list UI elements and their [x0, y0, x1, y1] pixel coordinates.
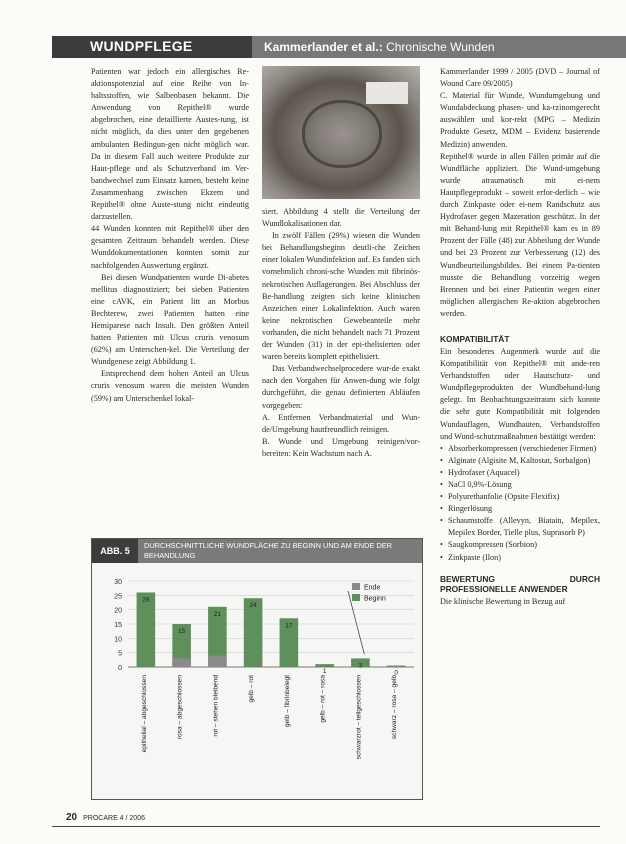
list-item: • Alginate (Algisite M, Kaltostat, Sorbalgon): [440, 455, 600, 467]
issue-label: PROCARE 4 / 2006: [83, 815, 145, 822]
y-tick-label: 0: [118, 665, 122, 672]
article-name: Chronische Wunden: [386, 40, 495, 54]
page-footer: [66, 812, 145, 823]
bar-beginn: [315, 664, 334, 667]
list-item: • Saugkompressen (Sorbion): [440, 539, 600, 551]
list-item: • Polyurethanfolie (Opsite Flexifix): [440, 491, 600, 503]
y-tick-label: 10: [114, 636, 122, 644]
section-tab: [52, 36, 252, 58]
page-header: [52, 36, 626, 58]
list-item: • Hydrofaser (Aquacel): [440, 467, 600, 479]
page-number: 20: [66, 812, 78, 823]
x-tick-label: gelb – fibrinbelegt: [283, 675, 291, 728]
y-tick-label: 15: [114, 622, 122, 629]
article-authors: Kammerlander et al.:: [264, 40, 383, 54]
x-tick-label: schwarz – rosa – gelb: [391, 675, 399, 740]
data-label: 17: [285, 622, 293, 630]
data-label: 3: [358, 662, 363, 670]
y-tick-label: 5: [118, 650, 122, 658]
y-tick-label: 25: [114, 593, 122, 601]
list-item: • Schaumstoffe (Allevyn, Biatain, Mepilex, Mepilex Border, Tielle plus, Suprasorb P): [440, 515, 600, 539]
bar-ende: [172, 658, 191, 667]
x-tick-label: rot – stehen bleibend: [212, 675, 220, 737]
x-tick-label: epithelial – abgeschlossen: [140, 675, 148, 753]
list-item: • NaCl 0,9%-Lösung: [440, 479, 600, 491]
x-tick-label: schwarzrot – teilgeschlossen: [355, 675, 363, 760]
legend-label: Ende: [364, 584, 381, 592]
paragraph: siert. Abbildung 4 stellt die Verteilung der Wundlokalisationen dar.: [262, 207, 420, 229]
paragraph: 44 Wunden konnten mit Repithel® über den gesamten Zeitraum behandelt werden. Diese Wunddokumentationen konnten somit zur nachfolgenden Auswertung ergänzt.: [91, 224, 249, 270]
paragraph: Entsprechend dem hohen Anteil an Ulcus cruris venosum waren die meisten Wunden (59%) am Unterschenkel lokal-: [91, 369, 249, 403]
list-step: A. Entfernen Verbandmaterial und Wun-de/Umgebung hautfreundlich reinigen.: [262, 412, 420, 434]
bar-ende: [208, 656, 227, 667]
footer-rule: [52, 826, 600, 827]
heading-bewertung: BEWERTUNG DURCH PROFESSIONELLE ANWENDER: [440, 573, 600, 594]
text-column-1: [91, 66, 249, 405]
bar-beginn: [387, 666, 406, 667]
compatibility-list: [440, 443, 600, 564]
section-title: WUNDPFLEGE: [90, 38, 193, 54]
text-column-3: [440, 66, 600, 608]
paragraph: Kammerlander 1999 / 2005 (DVD – Journal of Wound Care 09/2005): [440, 67, 600, 89]
bar-beginn: [137, 592, 156, 667]
x-tick-label: gelb – rot – rosa: [319, 675, 327, 723]
bar-chart: [92, 563, 422, 799]
legend-swatch: [352, 594, 360, 601]
x-tick-label: rosa – abgeschlossen: [176, 675, 184, 740]
paragraph: Patienten war jedoch ein allergisches Re-aktionspotenzial auf eine Reihe von In-haltsstoffen, wie Salbenbasen bekannt. Die Anwendung von Repithel® wurde abgebrochen, eine detaillierte Austes-tung, ist nicht möglich, da dies unter den gegebenen ambulanten Bedingun-gen nicht möglich war. Da in diesem Fall auch weitere Produkte zur Haut-pflege und als Schutzverband im Ver-bandwechsel zum Einsatz kamen, besteht keine Zusammenhang zwischen Ekzem und Repithel® ohne Auste-stung nicht eindeutig darzustellen.: [91, 67, 249, 222]
y-tick-label: 20: [114, 607, 122, 615]
legend-label: Beginn: [364, 595, 386, 603]
paragraph: C. Material für Wunde, Wundumgebung und Wundabdeckung phasen- und ka-rzinomgerecht auswählen und kor-rekt (MPG – Medizin Produkte Gesetz, MDM – Evidenz basierende Medizin) anwenden.: [440, 91, 600, 149]
wound-photo: [262, 66, 420, 199]
paragraph: Repithel® wurde in allen Fällen primär auf die Wundfläche appliziert. Die Wund-umgebung wurde atraumatisch mit ei-nem Hautpflegeprodukt – soweit erfor-derlich – wie durch Zinkpaste oder ei-nem Randschutz aus Hydrofaser gegen Mazeration geschützt. In der mit Behand-lung mit Repithel® kam es in 89 Prozent der Fälle (48) zur Abheilung der Wunde und bei 23 Prozent zur Verbesserung (12) des Wundbeurteilungsbildes. Bei einem Pa-tienten musste die Behandlung vorzeitig wegen Brennen und bei einer Patientin wegen einer möglichen allergischen Re-aktion abgebrochen werden.: [440, 151, 600, 318]
data-label: 21: [213, 610, 221, 618]
paragraph: In zwölf Fällen (29%) wiesen die Wunden bei Behandlungsbeginn deutli-che Zeichen einer lokalen Wundinfektion auf. Es fanden sich vornehmlich chroni-sche Wunden mit fibrinös-nekrotischen Auflagerungen. Bei Abschluss der Be-handlung zeigten sich keine klinischen Anzeichen einer Lokalinfektion. Auch waren keine nekrotischen Gewebeanteile mehr vorhanden, die nicht behandelt nach 71 Prozent der Wunden (31) in der epi-thelisierten oder waren bereits komplett epithelisiert.: [262, 231, 420, 362]
figure-caption: DURCHSCHNITTLICHE WUNDFLÄCHE ZU BEGINN UND AM ENDE DER BEHANDLUNG: [138, 539, 422, 563]
data-label: 26: [142, 596, 150, 604]
legend-swatch: [352, 583, 360, 590]
figure-abb5: [91, 538, 423, 800]
data-label: 15: [178, 628, 186, 635]
x-tick-label: gelb – rot: [248, 675, 256, 703]
list-step: B. Wunde und Umgebung reinigen/vor-bereiten: Kein Wachstum nach A.: [262, 436, 420, 458]
text-column-2: [262, 206, 420, 460]
y-tick-label: 30: [114, 579, 122, 586]
paragraph: Ein besonderes Augenmerk wurde auf die Kompatibilität von Repithel® mit ande-ren Verbandstoffen oder Hautschutz- und Wundpflegeprodukten der Wundbehand-lung gelegt. Im Beobachtungszeitraum sich konnte die sehr gute Kompatibilität mit folgenden Wundauflagen, Wundhauten, Verbandstoffen und Wund-schutzmaßnahmen bestätigt werden:: [440, 346, 600, 441]
list-item: • Zinkpaste (Ilon): [440, 552, 600, 564]
list-item: • Absorberkompressen (verschiedener Firmen): [440, 443, 600, 455]
article-title: [264, 40, 495, 54]
data-label: 24: [249, 602, 257, 610]
paragraph: Das Verbandwechselprocedere wur-de exakt nach den Vorgaben für Anwen-dung wie folgt durchgeführt, die genau definierten Abläufen vorgegeben:: [262, 364, 420, 410]
wound-bed: [302, 100, 382, 168]
data-label: 1: [322, 668, 327, 676]
data-label: 0: [394, 669, 398, 677]
figure-label: ABB. 5: [92, 539, 138, 563]
heading-kompatibilitaet: KOMPATIBILITÄT: [440, 333, 510, 344]
list-item: • Ringerlösung: [440, 503, 600, 515]
paragraph: Bei diesen Wundpatienten wurde Di-abetes mellitus diagnostiziert; bei sieben Patienten eine cAVK, ein Patient litt an Morbus Bechterew, zwei Patienten hatten eine Hemiparese nach Insult. Den größten Anteil hatten Patienten mit Ulcus cruris venosum (62%) am Unterschen-kel. Die Verteilung der Wundgenese zeigt Abbildung 1.: [91, 272, 249, 367]
photo-label-patch: [366, 82, 408, 104]
paragraph: Die klinische Bewertung in Bezug auf: [440, 596, 566, 606]
